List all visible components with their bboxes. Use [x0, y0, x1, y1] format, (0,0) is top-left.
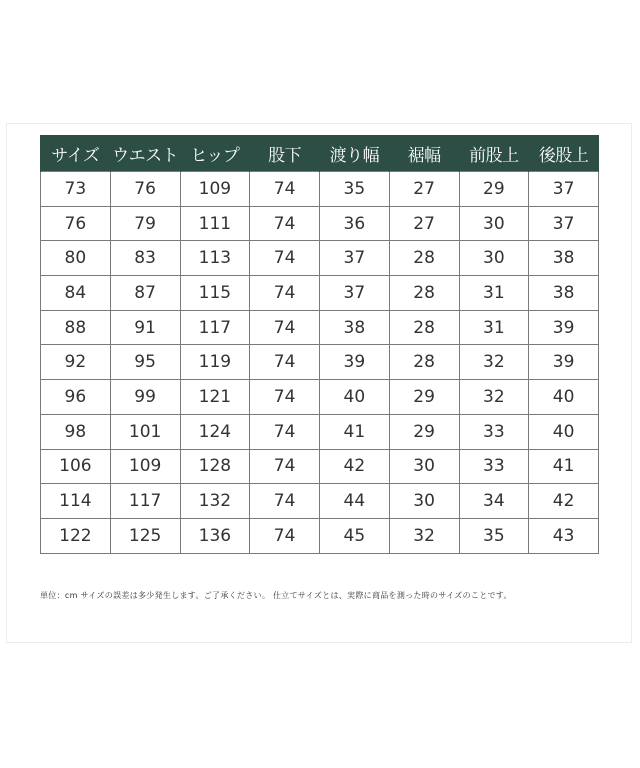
- table-cell: 132: [180, 484, 250, 519]
- table-cell: 73: [41, 172, 111, 207]
- table-cell: 74: [250, 414, 320, 449]
- table-cell: 40: [529, 380, 599, 415]
- table-cell: 32: [459, 380, 529, 415]
- header-hem-width: 裾幅: [389, 135, 459, 172]
- table-cell: 84: [41, 276, 111, 311]
- table-row: [41, 310, 599, 345]
- table-row: [41, 241, 599, 276]
- header-size: サイズ: [41, 135, 111, 172]
- table-cell: 74: [250, 276, 320, 311]
- table-cell: 33: [459, 414, 529, 449]
- table-cell: 122: [41, 518, 111, 553]
- header-waist: ウエスト: [110, 135, 180, 172]
- table-cell: 29: [459, 172, 529, 207]
- table-cell: 28: [389, 345, 459, 380]
- table-cell: 35: [320, 172, 390, 207]
- table-cell: 38: [529, 241, 599, 276]
- table-cell: 35: [459, 518, 529, 553]
- table-cell: 96: [41, 380, 111, 415]
- table-cell: 37: [529, 206, 599, 241]
- table-cell: 74: [250, 484, 320, 519]
- table-row: [41, 276, 599, 311]
- table-cell: 34: [459, 484, 529, 519]
- table-cell: 32: [459, 345, 529, 380]
- header-row: [41, 135, 599, 172]
- table-cell: 74: [250, 518, 320, 553]
- table-cell: 109: [180, 172, 250, 207]
- table-cell: 74: [250, 345, 320, 380]
- table-cell: 74: [250, 310, 320, 345]
- table-cell: 31: [459, 310, 529, 345]
- table-cell: 45: [320, 518, 390, 553]
- table-cell: 124: [180, 414, 250, 449]
- table-cell: 40: [320, 380, 390, 415]
- header-hip: ヒップ: [180, 135, 250, 172]
- table-cell: 121: [180, 380, 250, 415]
- table-cell: 38: [320, 310, 390, 345]
- table-cell: 74: [250, 206, 320, 241]
- table-cell: 119: [180, 345, 250, 380]
- table-cell: 80: [41, 241, 111, 276]
- table-cell: 29: [389, 380, 459, 415]
- table-cell: 41: [529, 449, 599, 484]
- table-cell: 42: [529, 484, 599, 519]
- table-row: [41, 172, 599, 207]
- table-cell: 28: [389, 276, 459, 311]
- table-cell: 91: [110, 310, 180, 345]
- table-cell: 109: [110, 449, 180, 484]
- header-inseam: 股下: [250, 135, 320, 172]
- table-cell: 27: [389, 206, 459, 241]
- table-cell: 29: [389, 414, 459, 449]
- table-cell: 33: [459, 449, 529, 484]
- table-cell: 74: [250, 449, 320, 484]
- table-cell: 115: [180, 276, 250, 311]
- table-row: [41, 518, 599, 553]
- table-cell: 40: [529, 414, 599, 449]
- table-cell: 74: [250, 172, 320, 207]
- header-thigh-width: 渡り幅: [320, 135, 390, 172]
- header-front-rise: 前股上: [459, 135, 529, 172]
- table-cell: 39: [320, 345, 390, 380]
- table-cell: 74: [250, 241, 320, 276]
- table-cell: 44: [320, 484, 390, 519]
- table-cell: 39: [529, 310, 599, 345]
- table-cell: 38: [529, 276, 599, 311]
- table-cell: 87: [110, 276, 180, 311]
- table-cell: 79: [110, 206, 180, 241]
- table-cell: 30: [459, 206, 529, 241]
- table-cell: 37: [529, 172, 599, 207]
- table-cell: 92: [41, 345, 111, 380]
- table-cell: 74: [250, 380, 320, 415]
- table-cell: 28: [389, 310, 459, 345]
- table-row: [41, 380, 599, 415]
- table-cell: 43: [529, 518, 599, 553]
- table-cell: 39: [529, 345, 599, 380]
- table-cell: 111: [180, 206, 250, 241]
- table-cell: 37: [320, 276, 390, 311]
- table-row: [41, 449, 599, 484]
- table-cell: 30: [459, 241, 529, 276]
- table-row: [41, 345, 599, 380]
- size-note: 単位：cm サイズの誤差は多少発生します。ご了承ください。 仕立てサイズとは、実際に商品を測った時のサイズのことです。: [40, 591, 512, 600]
- table-cell: 114: [41, 484, 111, 519]
- size-table-header: [41, 135, 599, 172]
- table-cell: 101: [110, 414, 180, 449]
- table-cell: 31: [459, 276, 529, 311]
- table-cell: 99: [110, 380, 180, 415]
- table-cell: 30: [389, 449, 459, 484]
- size-table-body: [41, 172, 599, 554]
- table-cell: 117: [110, 484, 180, 519]
- table-cell: 41: [320, 414, 390, 449]
- table-cell: 117: [180, 310, 250, 345]
- table-cell: 128: [180, 449, 250, 484]
- table-cell: 27: [389, 172, 459, 207]
- header-back-rise: 後股上: [529, 135, 599, 172]
- size-table: [40, 135, 599, 554]
- table-cell: 76: [110, 172, 180, 207]
- table-cell: 76: [41, 206, 111, 241]
- table-cell: 125: [110, 518, 180, 553]
- table-cell: 88: [41, 310, 111, 345]
- table-row: [41, 484, 599, 519]
- table-row: [41, 414, 599, 449]
- table-cell: 113: [180, 241, 250, 276]
- table-cell: 32: [389, 518, 459, 553]
- table-cell: 42: [320, 449, 390, 484]
- table-cell: 98: [41, 414, 111, 449]
- table-cell: 95: [110, 345, 180, 380]
- table-cell: 30: [389, 484, 459, 519]
- table-cell: 36: [320, 206, 390, 241]
- table-cell: 37: [320, 241, 390, 276]
- table-cell: 106: [41, 449, 111, 484]
- table-cell: 83: [110, 241, 180, 276]
- table-cell: 136: [180, 518, 250, 553]
- table-row: [41, 206, 599, 241]
- table-cell: 28: [389, 241, 459, 276]
